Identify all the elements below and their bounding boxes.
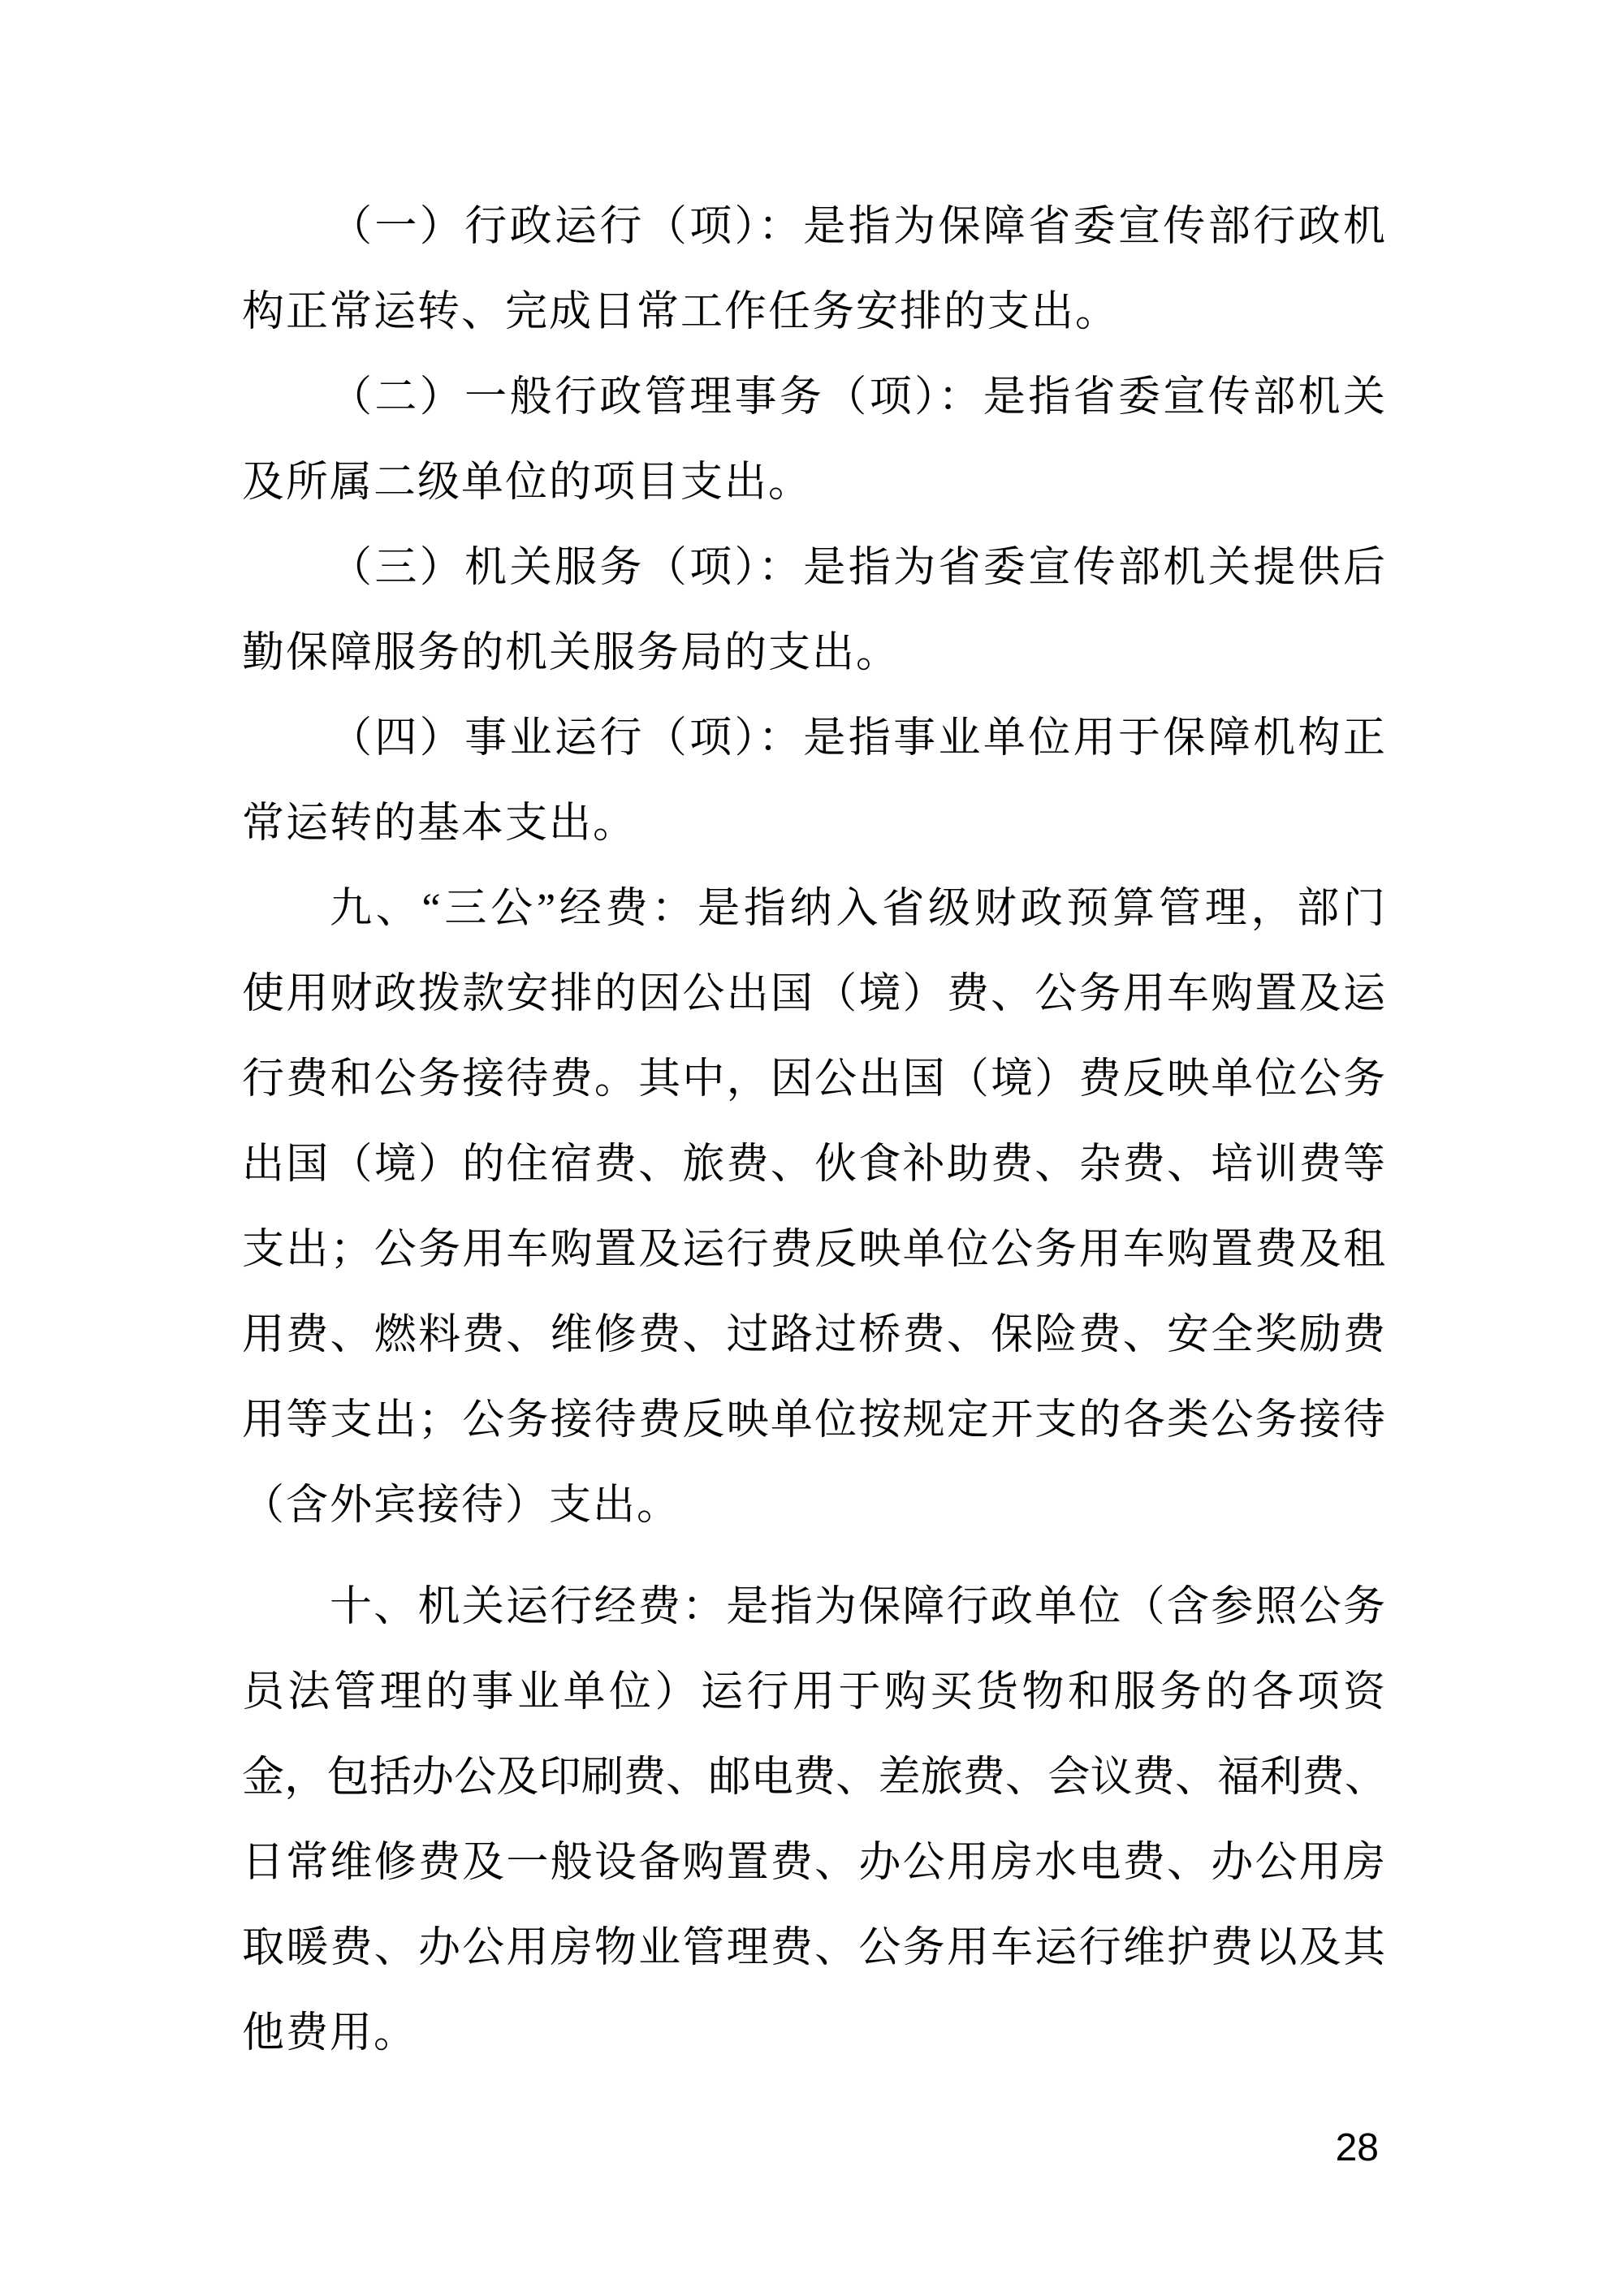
text-line: 勤保障服务的机关服务局的支出。: [242, 630, 901, 676]
text-line: 用等支出；公务接待费反映单位按规定开支的各类公务接待: [242, 1397, 1387, 1444]
text-line: 及所属二级单位的项目支出。: [242, 460, 813, 506]
text-line: （一）行政运行（项）：是指为保障省委宣传部行政机: [330, 204, 1387, 250]
page-number: 28: [1335, 2126, 1379, 2169]
text-line: 十、机关运行经费：是指为保障行政单位（含参照公务: [330, 1584, 1387, 1630]
text-line: 用费、燃料费、维修费、过路过桥费、保险费、安全奖励费: [242, 1312, 1387, 1358]
text-line: 员法管理的事业单位）运行用于购买货物和服务的各项资: [242, 1669, 1387, 1716]
document-body: [242, 184, 1387, 2076]
text-line: 构正常运转、完成日常工作任务安排的支出。: [242, 289, 1120, 335]
text-line: （四）事业运行（项）：是指事业单位用于保障机构正: [330, 715, 1387, 762]
text-line: 日常维修费及一般设备购置费、办公用房水电费、办公用房: [242, 1840, 1387, 1886]
text-line: 他费用。: [242, 2010, 418, 2056]
text-line: 常运转的基本支出。: [242, 801, 637, 847]
text-line: 支出；公务用车购置及运行费反映单位公务用车购置费及租: [242, 1227, 1387, 1273]
text-line: 使用财政拨款安排的因公出国（境）费、公务用车购置及运: [242, 971, 1387, 1017]
text-line: （三）机关服务（项）：是指为省委宣传部机关提供后: [330, 545, 1387, 591]
text-line: 行费和公务接待费。其中，因公出国（境）费反映单位公务: [242, 1056, 1387, 1103]
text-line: 金，包括办公及印刷费、邮电费、差旅费、会议费、福利费、: [242, 1754, 1387, 1801]
text-line: 取暖费、办公用房物业管理费、公务用车运行维护费以及其: [242, 1925, 1387, 1971]
text-line: （含外宾接待）支出。: [242, 1482, 681, 1529]
text-line: 出国（境）的住宿费、旅费、伙食补助费、杂费、培训费等: [242, 1142, 1387, 1188]
text-line: （二）一般行政管理事务（项）：是指省委宣传部机关: [330, 374, 1387, 421]
text-line: 九、“三公”经费：是指纳入省级财政预算管理，部门: [330, 886, 1387, 932]
